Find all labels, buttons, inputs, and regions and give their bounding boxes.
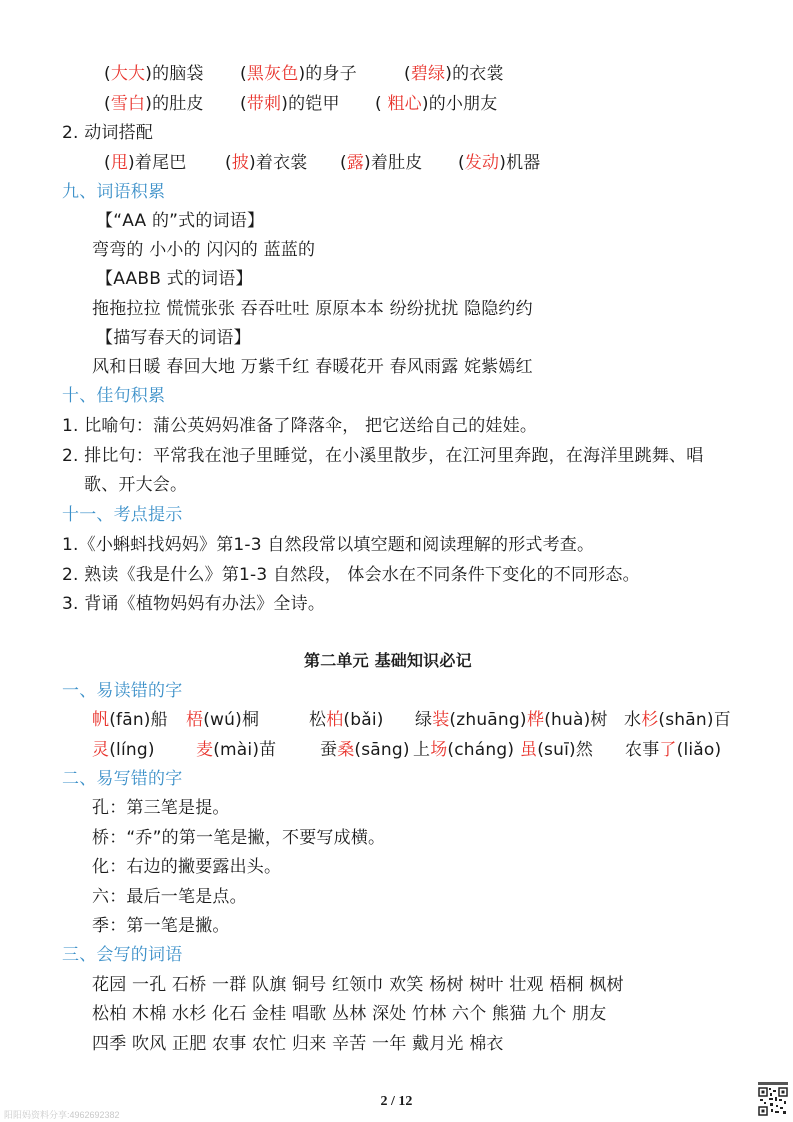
miswritten-item-3: 化：右边的撇要露出头。 <box>92 857 282 877</box>
group-label-aa: 【“AA 的”式的词语】 <box>96 211 265 231</box>
group-words-aabb: 拖拖拉拉 慌慌张张 吞吞吐吐 原原本本 纷纷扰扰 隐隐约约 <box>92 299 533 319</box>
verb-collocation-heading: 2. 动词搭配 <box>62 123 154 143</box>
misread-row-2: 灵(líng) 麦(mài)苗 蚕桑(sāng) 上场(cháng) 虽(suī)然 农事了(liǎo) <box>92 740 722 760</box>
section-heading-misread: 一、易读错的字 <box>62 681 183 701</box>
collocation-row-2: (雪白)的肚皮 (带刺)的铠甲 ( 粗心)的小朋友 <box>104 94 498 114</box>
exam-tip-1: 1.《小蝌蚪找妈妈》第1-3 自然段常以填空题和阅读理解的形式考查。 <box>62 535 595 555</box>
qr-code-icon <box>758 1082 788 1116</box>
page-number: 2 / 12 <box>380 1094 413 1109</box>
section-heading-vocabulary: 九、词语积累 <box>62 182 166 202</box>
writing-words-row-2: 松柏 木棉 水杉 化石 金桂 唱歌 丛林 深处 竹林 六个 熊猫 九个 朋友 <box>92 1004 607 1024</box>
exam-tip-3: 3. 背诵《植物妈妈有办法》全诗。 <box>62 594 326 614</box>
group-label-spring: 【描写春天的词语】 <box>96 328 251 348</box>
writing-words-row-3: 四季 吹风 正肥 农事 农忙 归来 辛苦 一年 戴月光 棉衣 <box>92 1034 504 1054</box>
collocation-row-3: (甩)着尾巴 (披)着衣裳 (露)着肚皮 (发动)机器 <box>104 153 541 173</box>
sentence-parallelism: 2. 排比句：平常我在池子里睡觉，在小溪里散步，在江河里奔跑，在海洋里跳舞、唱 <box>62 446 704 466</box>
unit-title: 第二单元 基础知识必记 <box>304 651 472 670</box>
section-heading-writing-words: 三、会写的词语 <box>62 945 183 965</box>
group-label-aabb: 【AABB 式的词语】 <box>96 269 253 289</box>
exam-tip-2: 2. 熟读《我是什么》第1-3 自然段， 体会水在不同条件下变化的不同形态。 <box>62 565 640 585</box>
miswritten-item-5: 季：第一笔是撇。 <box>92 916 230 936</box>
sentence-metaphor: 1. 比喻句：蒲公英妈妈准备了降落伞， 把它送给自己的娃娃。 <box>62 416 538 436</box>
misread-row-1: 帆(fān)船 梧(wú)桐 松柏(bǎi) 绿装(zhuāng)桦(huà)树 水杉(shān)百 <box>92 710 731 730</box>
sentence-parallelism-cont: 歌、开大会。 <box>84 475 188 495</box>
group-words-spring: 风和日暖 春回大地 万紫千红 春暖花开 春风雨露 姹紫嫣红 <box>92 357 533 377</box>
miswritten-item-4: 六：最后一笔是点。 <box>92 887 247 907</box>
watermark: 阳阳妈资料分享:4962692382 <box>4 1110 120 1120</box>
group-words-aa: 弯弯的 小小的 闪闪的 蓝蓝的 <box>92 240 316 260</box>
miswritten-item-2: 桥：“乔”的第一笔是撇，不要写成横。 <box>92 828 386 848</box>
collocation-row-1: (大大)的脑袋 (黑灰色)的身子 (碧绿)的衣裳 <box>104 64 504 84</box>
writing-words-row-1: 花园 一孔 石桥 一群 队旗 铜号 红领巾 欢笑 杨树 树叶 壮观 梧桐 枫树 <box>92 975 624 995</box>
section-heading-exam-tips: 十一、考点提示 <box>62 505 183 525</box>
section-heading-sentences: 十、佳句积累 <box>62 386 166 406</box>
miswritten-item-1: 孔：第三笔是提。 <box>92 798 230 818</box>
section-heading-miswritten: 二、易写错的字 <box>62 769 183 789</box>
